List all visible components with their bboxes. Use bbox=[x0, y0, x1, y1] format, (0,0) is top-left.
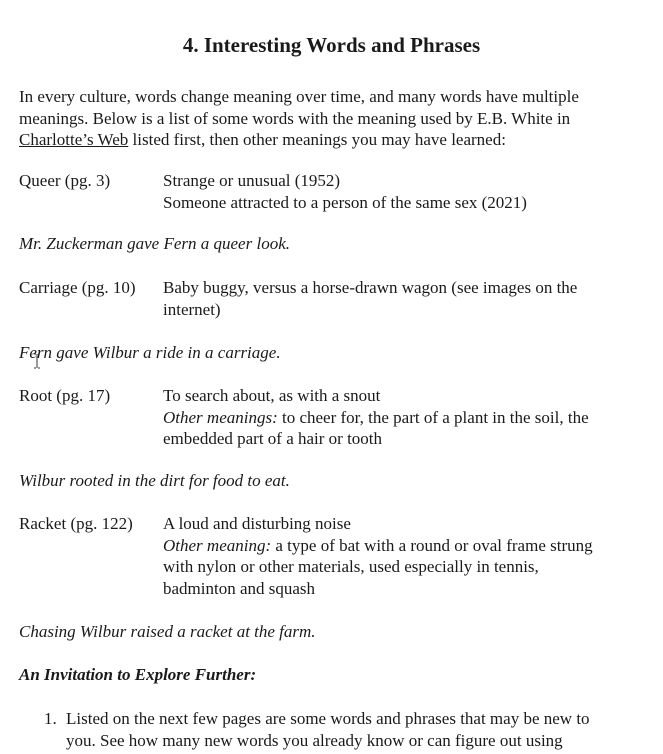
example-carriage: Fern gave Wilbur a ride in a carriage. bbox=[19, 343, 281, 362]
other-meaning bbox=[163, 535, 643, 557]
definitions-queer bbox=[163, 170, 643, 213]
intro-paragraph bbox=[19, 86, 649, 151]
definition: Strange or unusual (1952) bbox=[163, 171, 341, 190]
other-meaning-continued: with nylon or other materials, used especially in tennis, bbox=[163, 557, 539, 576]
term-root: Root (pg. 17) bbox=[19, 386, 111, 405]
example-queer: Mr. Zuckerman gave Fern a queer look. bbox=[19, 234, 290, 253]
other-meanings-label: Other meanings: bbox=[163, 407, 278, 427]
intro-line-3 bbox=[19, 129, 649, 151]
text-cursor-icon bbox=[33, 353, 41, 369]
list-number: 1. bbox=[44, 709, 57, 728]
other-meanings bbox=[163, 407, 643, 429]
definitions-root bbox=[163, 385, 643, 450]
term-queer: Queer (pg. 3) bbox=[19, 171, 111, 190]
definition: Someone attracted to a person of the same sex (2021) bbox=[163, 192, 527, 212]
term-carriage: Carriage (pg. 10) bbox=[19, 278, 136, 297]
other-meanings-continued: embedded part of a hair or tooth bbox=[163, 429, 383, 448]
intro-line-3-rest: listed first, then other meanings you may have learned: bbox=[128, 130, 506, 149]
definitions-carriage bbox=[163, 277, 643, 320]
definition: A loud and disturbing noise bbox=[163, 514, 351, 533]
list-text bbox=[66, 708, 646, 751]
list-line: you. See how many new words you already know or can figure out using bbox=[66, 730, 563, 750]
list-line: Listed on the next few pages are some words and phrases that may be new to bbox=[66, 709, 590, 728]
definition: To search about, as with a snout bbox=[163, 386, 381, 405]
intro-line-2: meanings. Below is a list of some words with the meaning used by E.B. White in bbox=[19, 108, 571, 128]
explore-heading: An Invitation to Explore Further: bbox=[19, 665, 257, 684]
definition: internet) bbox=[163, 299, 221, 319]
other-meaning-continued: badminton and squash bbox=[163, 578, 316, 598]
definition: Baby buggy, versus a horse-drawn wagon (see images on the bbox=[163, 278, 578, 297]
term-racket: Racket (pg. 122) bbox=[19, 514, 133, 533]
example-racket: Chasing Wilbur raised a racket at the farm. bbox=[19, 622, 316, 641]
other-meaning-label: Other meaning: bbox=[163, 535, 272, 555]
example-root: Wilbur rooted in the dirt for food to eat. bbox=[19, 471, 290, 490]
definitions-racket bbox=[163, 513, 643, 599]
book-title: Charlotte’s Web bbox=[19, 130, 129, 149]
page-title: 4. Interesting Words and Phrases bbox=[182, 33, 481, 57]
other-meaning-text: a type of bat with a round or oval frame strung bbox=[271, 535, 593, 555]
intro-line-1: In every culture, words change meaning over time, and many words have multiple bbox=[19, 87, 579, 106]
other-meanings-text: to cheer for, the part of a plant in the soil, the bbox=[277, 407, 589, 427]
